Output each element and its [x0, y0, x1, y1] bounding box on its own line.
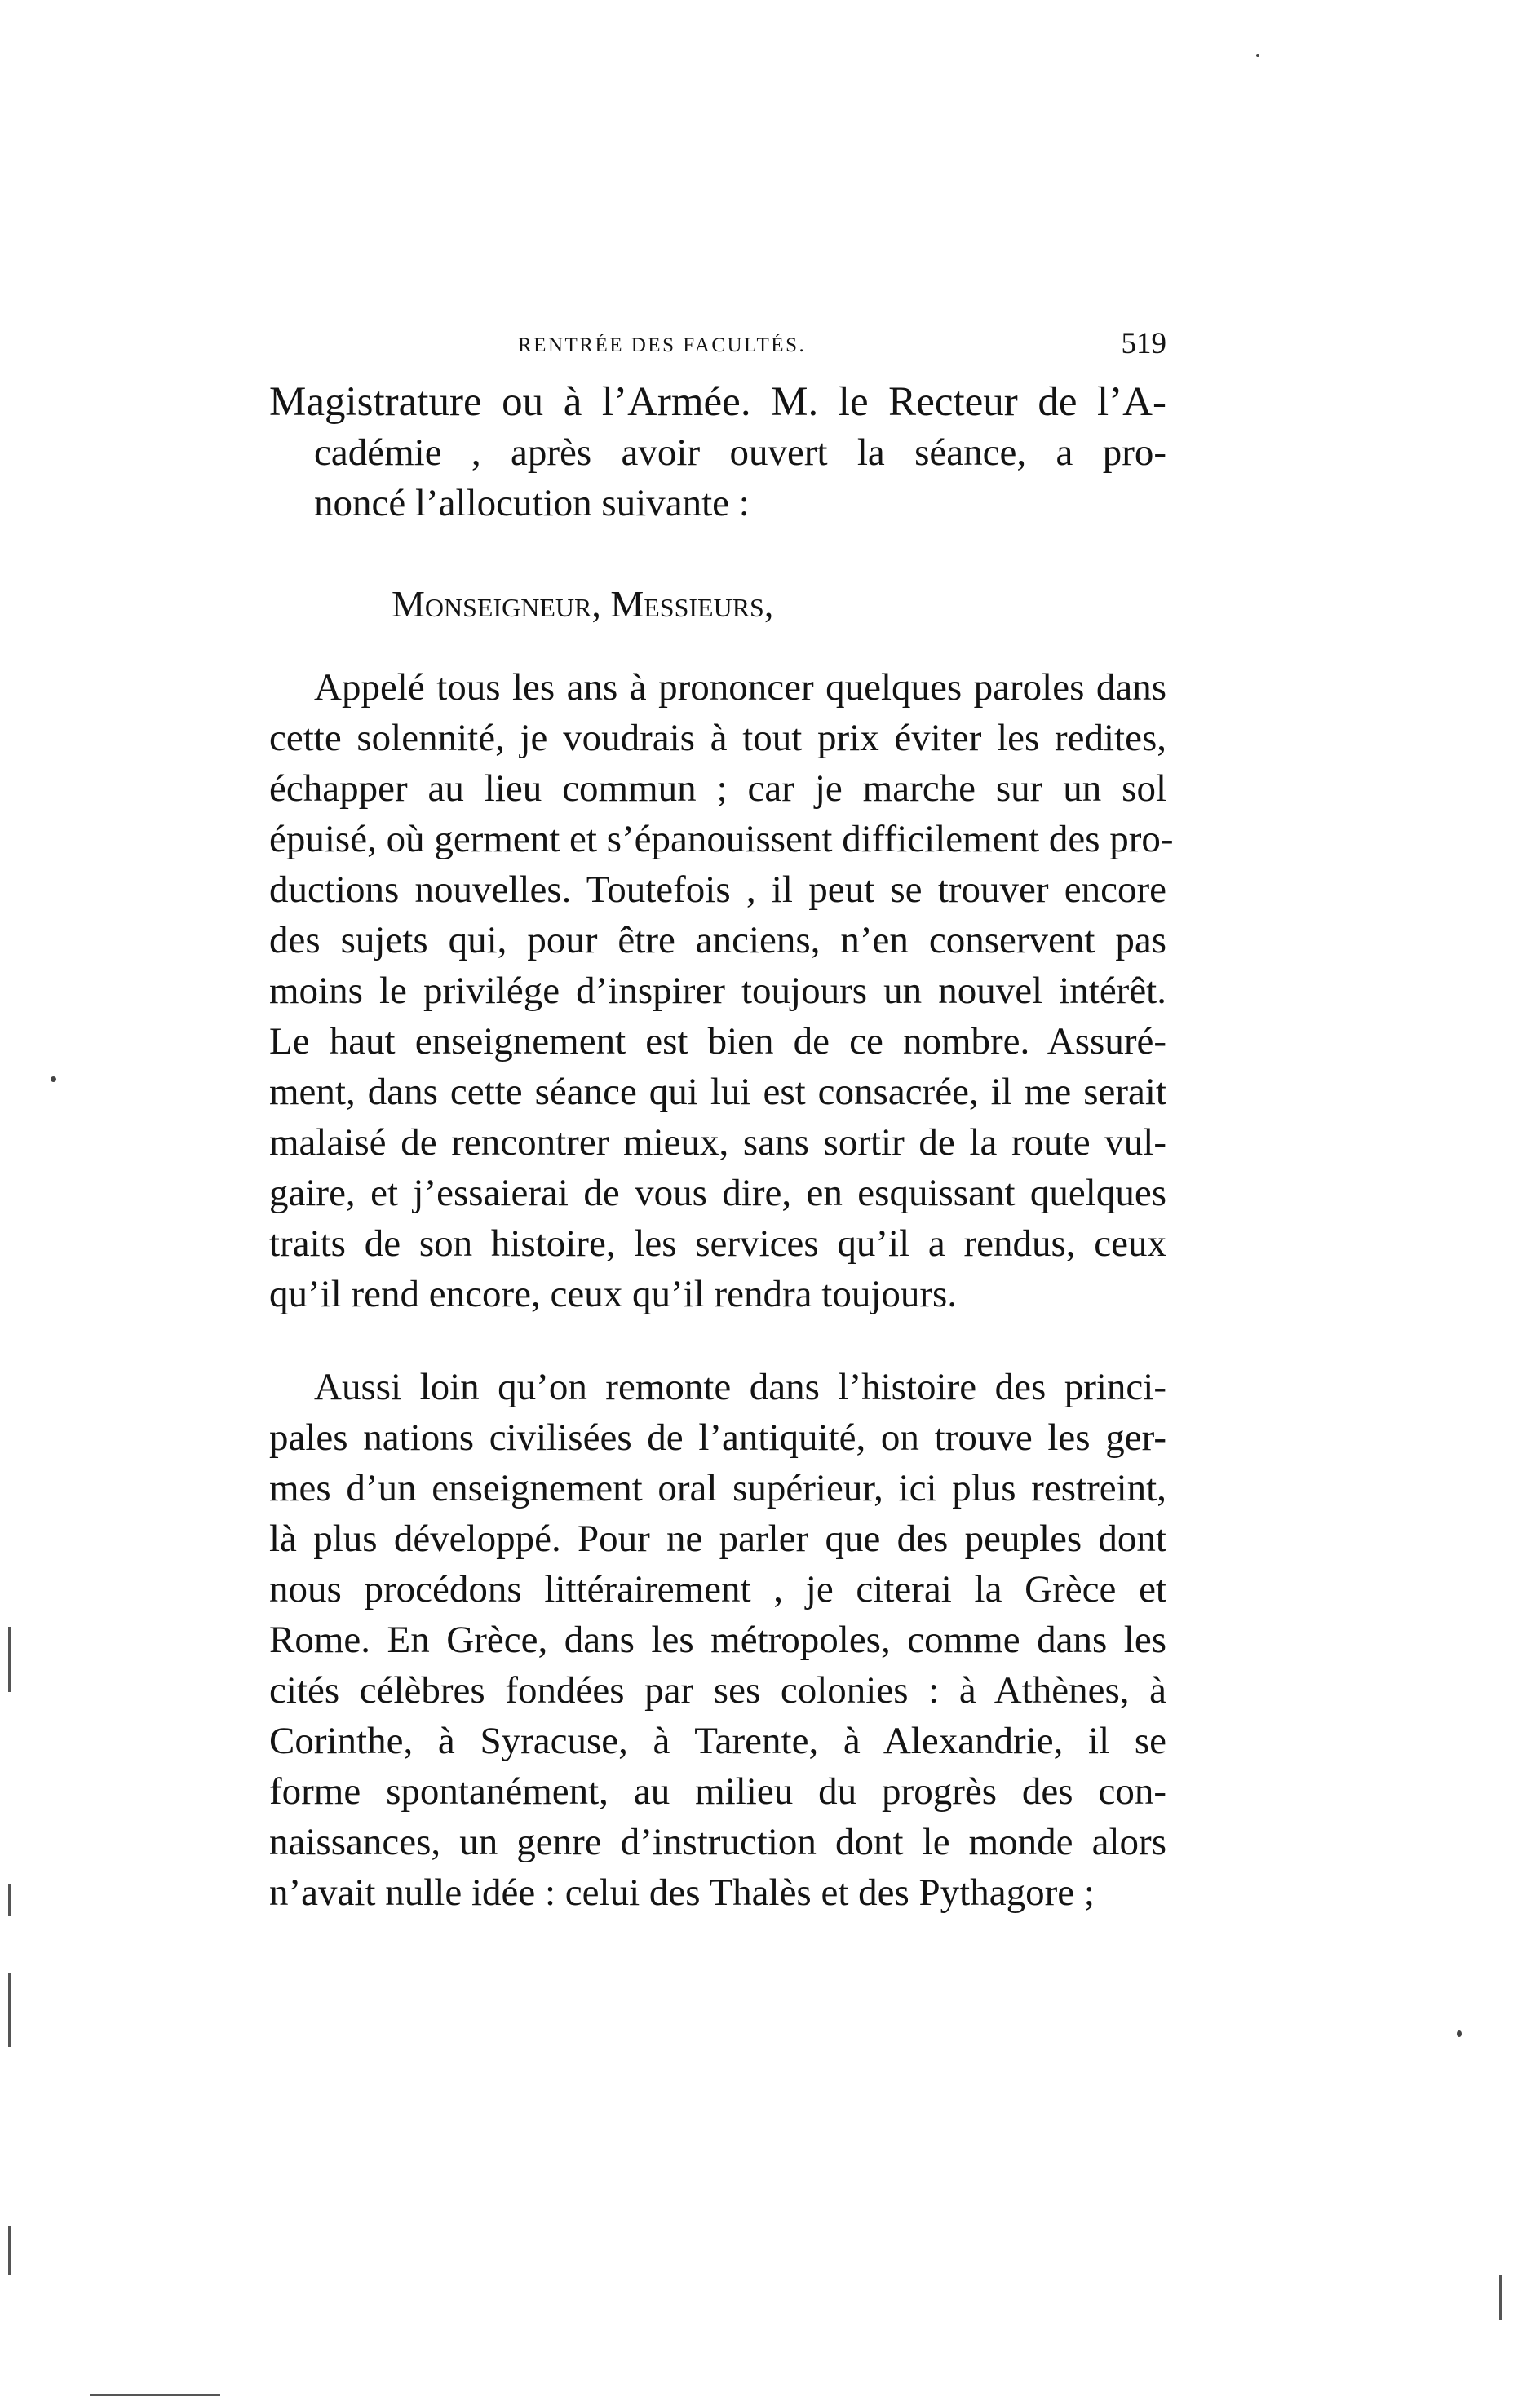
text-line: là plus développé. Pour ne parler que des peuples dont: [269, 1518, 1166, 1560]
paragraph: [269, 1362, 1166, 1918]
scan-speck: [51, 1076, 56, 1082]
text-line: noncé l’allocution suivante :: [314, 482, 750, 524]
salutation-heading: Monseigneur, Messieurs,: [392, 583, 774, 625]
text-line: Aussi loin qu’on remonte dans l’histoire des princi-: [314, 1366, 1166, 1408]
text-line: qu’il rend encore, ceux qu’il rendra toujours.: [269, 1273, 958, 1315]
text-line: naissances, un genre d’instruction dont le monde alors: [269, 1821, 1166, 1863]
text-line: n’avait nulle idée : celui des Thalès et des Pythagore ;: [269, 1871, 1095, 1914]
text-line: ductions nouvelles. Toutefois , il peut se trouver encore: [269, 868, 1166, 911]
running-head-title: RENTRÉE DES FACULTÉS.: [518, 334, 807, 356]
running-head: [269, 326, 1166, 375]
text-line: cadémie , après avoir ouvert la séance, a pro-: [314, 431, 1166, 474]
text-line: ment, dans cette séance qui lui est consacrée, il me serait: [269, 1071, 1166, 1113]
text-line: nous procédons littérairement , je citerai la Grèce et: [269, 1568, 1166, 1610]
scan-edge-mark: [1499, 2275, 1502, 2320]
text-line: pales nations civilisées de l’antiquité, on trouve les ger-: [269, 1416, 1166, 1459]
scan-speck: [1457, 2030, 1462, 2037]
text-line: cités célèbres fondées par ses colonies : à Athènes, à: [269, 1669, 1166, 1712]
text-line: Appelé tous les ans à prononcer quelques paroles dans: [314, 666, 1166, 709]
scan-edge-mark: [8, 1627, 11, 1692]
scan-edge-mark: [8, 2226, 11, 2275]
paragraph: [269, 662, 1174, 1319]
scan-edge-mark: [90, 2394, 220, 2396]
text-line: forme spontanément, au milieu du progrès des con-: [269, 1770, 1166, 1813]
page-number: 519: [1121, 327, 1166, 360]
text-line: Rome. En Grèce, dans les métropoles, comme dans les: [269, 1619, 1166, 1661]
text-line: traits de son histoire, les services qu’il a rendus, ceux: [269, 1222, 1166, 1265]
text-line: épuisé, où germent et s’épanouissent difficilement des pro-: [269, 818, 1174, 860]
text-line: moins le privilége d’inspirer toujours un nouvel intérêt.: [269, 970, 1166, 1012]
text-line: Corinthe, à Syracuse, à Tarente, à Alexandrie, il se: [269, 1720, 1166, 1762]
text-line: gaire, et j’essaierai de vous dire, en esquissant quelques: [269, 1172, 1166, 1214]
text-line: mes d’un enseignement oral supérieur, ici plus restreint,: [269, 1467, 1166, 1509]
text-line: échapper au lieu commun ; car je marche sur un sol: [269, 767, 1166, 810]
body-text: [269, 377, 1174, 1918]
scan-edge-mark: [8, 1973, 11, 2047]
text-line: des sujets qui, pour être anciens, n’en conservent pas: [269, 919, 1166, 961]
scan-edge-mark: [8, 1884, 11, 1916]
text-line: cette solennité, je voudrais à tout prix éviter les redites,: [269, 717, 1166, 759]
text-line: Le haut enseignement est bien de ce nombre. Assuré-: [269, 1020, 1166, 1063]
text-line: malaisé de rencontrer mieux, sans sortir de la route vul-: [269, 1121, 1166, 1164]
text-line: Magistrature ou à l’Armée. M. le Recteur de l’A-: [269, 379, 1166, 425]
scan-speck: [1256, 54, 1259, 57]
